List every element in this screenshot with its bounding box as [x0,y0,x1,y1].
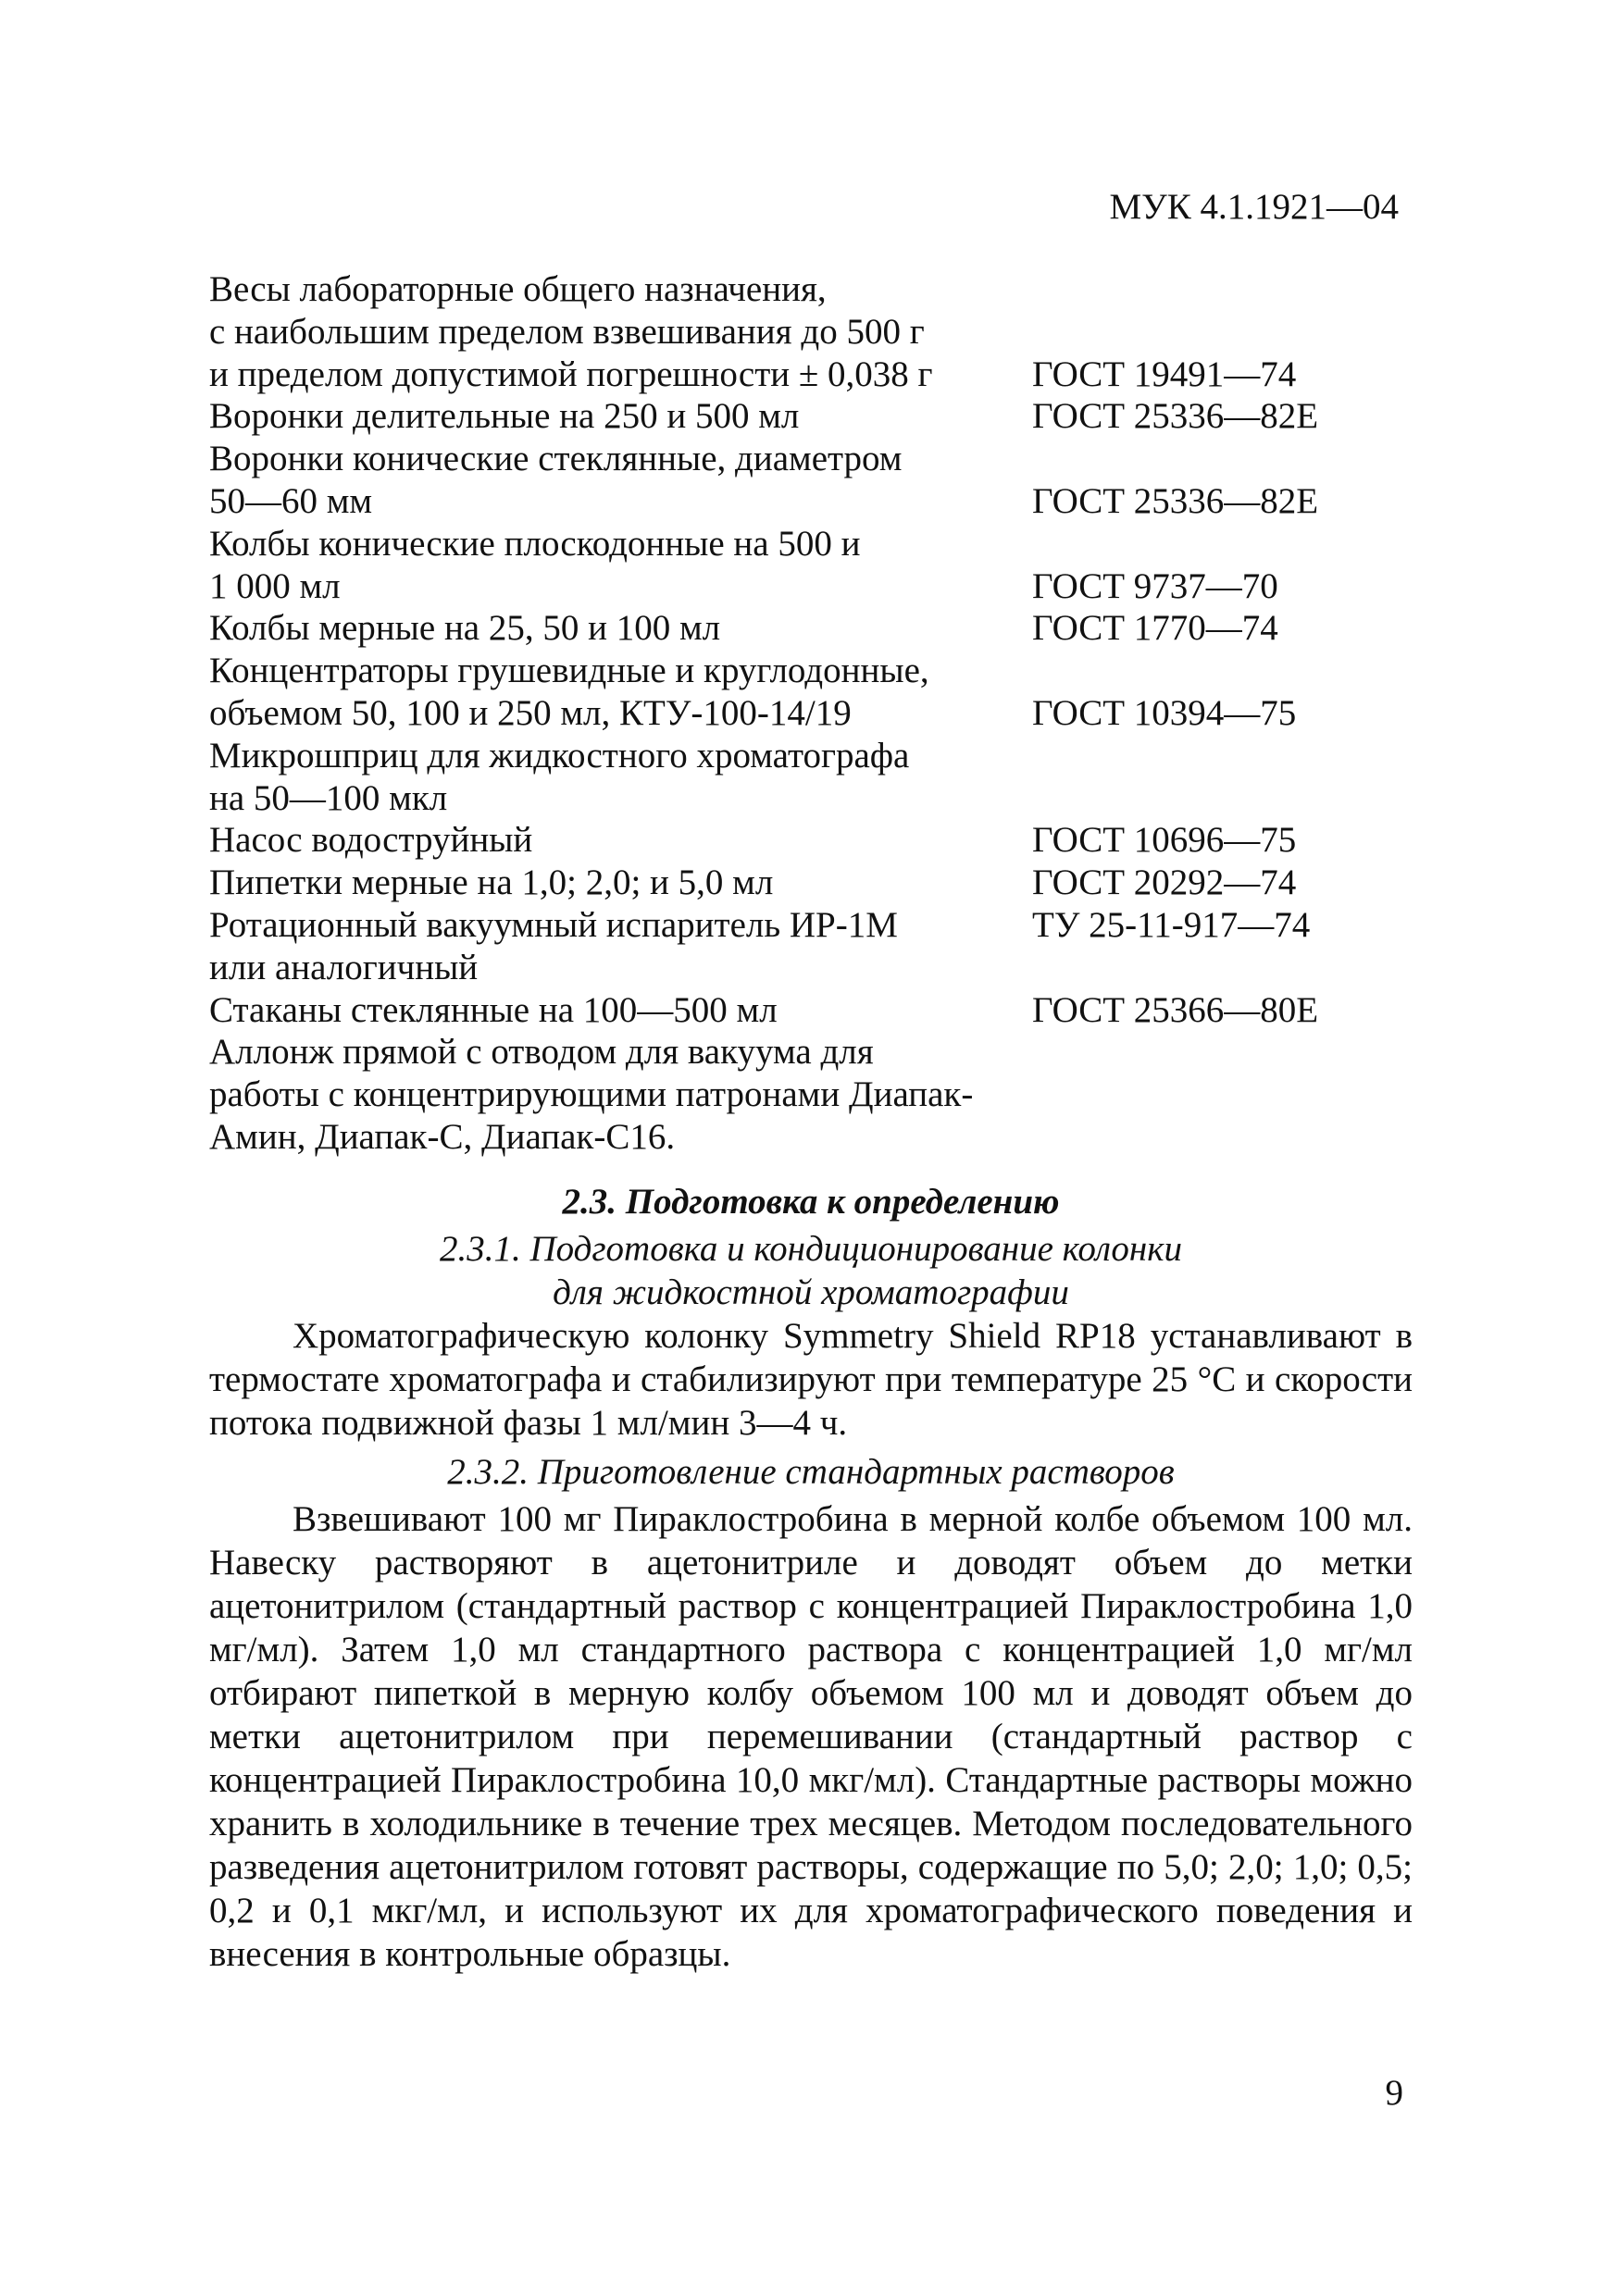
equipment-row [209,650,1422,735]
equipment-row [209,862,1422,904]
equipment-standard: ГОСТ 20292—74 [1032,863,1297,903]
equipment-standard: ТУ 25-11-917—74 [1032,904,1311,945]
equipment-name: Воронки делительные на 250 и 500 мл [209,396,800,437]
equipment-row [209,1031,1422,1158]
subsection-2-3-2-title: 2.3.2. Приготовление стандартных растворов [447,1452,1175,1492]
equipment-name: Пипетки мерные на 1,0; 2,0; и 5,0 мл [209,863,774,903]
equipment-row [209,438,1422,523]
equipment-row [209,523,1422,608]
section-title: 2.3. Подготовка к определению [562,1182,1060,1222]
equipment-standard: ГОСТ 9737—70 [1032,565,1278,606]
equipment-standard: ГОСТ 1770—74 [1032,608,1278,649]
equipment-name: Аллонж прямой с отводом для вакуума для работы с концентрирующими патронами Диапак- Амин, Диапак-С, Диапак-С16. [209,1032,974,1157]
subsection-2-3-1-title-line2: для жидкостной хроматографии [553,1272,1069,1312]
equipment-name: Насос водоструйный [209,820,533,861]
equipment-row [209,904,1422,989]
equipment-standard: ГОСТ 25366—80Е [1032,989,1319,1030]
equipment-name: Ротационный вакуумный испаритель ИР-1М или аналогичный [209,904,898,987]
equipment-name: Колбы мерные на 25, 50 и 100 мл [209,608,721,649]
equipment-name: Весы лабораторные общего назначения, с наибольшим пределом взвешивания до 500 г и пределом допустимой погрешности ± 0,038 г [209,269,933,394]
equipment-row [209,607,1422,650]
equipment-list [209,268,1422,1159]
equipment-standard: ГОСТ 10696—75 [1032,820,1297,861]
equipment-row [209,989,1422,1032]
equipment-standard: ГОСТ 10394—75 [1032,692,1297,733]
subsection-2-3-2-text: Взвешивают 100 мг Пираклостробина в мерной колбе объемом 100 мл. Навеску растворяют в ацетонитриле и доводят объем до метки ацетонитрилом (стандартный раствор с концентрацией Пираклостробина 1,0 мг/мл). Затем 1,0 мл стандартного раствора с концентрацией 1,0 мг/мл отбирают пипеткой в мерную колбу объемом 100 мл и доводят объем до метки ацетонитрилом при перемешивании (стандартный раствор с концентрацией Пираклостробина 10,0 мкг/мл). Стандартные растворы можно хранить в холодильнике в течение трех месяцев. Методом последовательного разведения ацетонитрилом готовят растворы, содержащие по 5,0; 2,0; 1,0; 0,5; 0,2 и 0,1 мкг/мл, и используют их для хроматографического поведения и внесения в контрольные образцы. [209,1499,1413,1974]
document-id-header: МУК 4.1.1921—04 [1109,187,1399,227]
equipment-name: Колбы конические плоскодонные на 500 и 1 000 мл [209,523,861,606]
equipment-row [209,268,1422,395]
equipment-standard: ГОСТ 19491—74 [1032,354,1297,394]
equipment-name: Микрошприц для жидкостного хроматографа на 50—100 мкл [209,735,910,818]
subsection-2-3-1-title-line1: 2.3.1. Подготовка и кондиционирование колонки [439,1229,1183,1269]
equipment-row [209,395,1422,438]
subsection-2-3-1-text: Хроматографическую колонку Symmetry Shield RP18 устанавливают в термостате хроматографа и стабилизируют при температуре 25 °С и скорости потока подвижной фазы 1 мл/мин 3—4 ч. [209,1316,1413,1443]
equipment-standard: ГОСТ 25336—82Е [1032,480,1319,521]
equipment-row [209,819,1422,862]
equipment-name: Концентраторы грушевидные и круглодонные, объемом 50, 100 и 250 мл, КТУ-100-14/19 [209,651,929,733]
equipment-row [209,735,1422,820]
section-2-3 [209,1180,1413,1976]
page-number: 9 [1385,2073,1403,2113]
equipment-name: Воронки конические стеклянные, диаметром 50—60 мм [209,439,903,521]
equipment-name: Стаканы стеклянные на 100—500 мл [209,989,778,1030]
equipment-standard: ГОСТ 25336—82Е [1032,396,1319,437]
